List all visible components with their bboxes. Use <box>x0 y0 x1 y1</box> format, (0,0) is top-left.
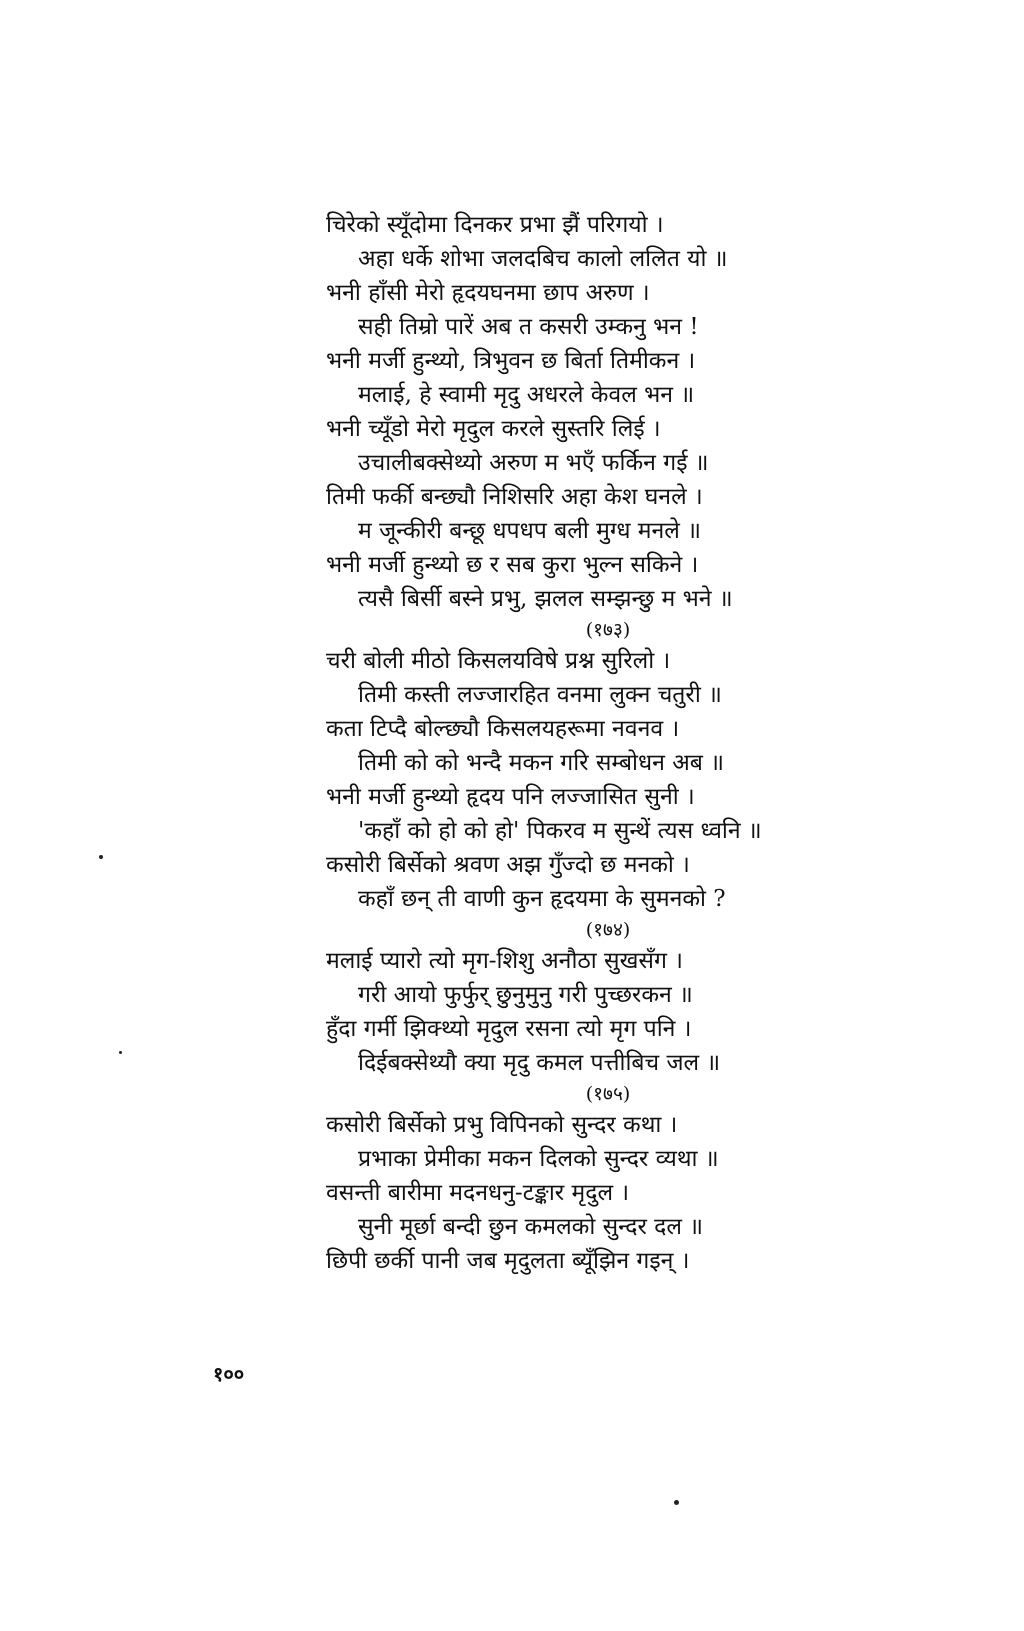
verse-line: कहाँ छन् ती वाणी कुन हृदयमा के सुमनको ? <box>358 886 726 912</box>
verse-line: वसन्ती बारीमा मदनधनु-टङ्कार मृदुल । <box>326 1180 630 1206</box>
stanza-number: (१७३) <box>585 619 631 641</box>
scan-speck <box>674 1500 679 1505</box>
verse-line: भनी मर्जी हुन्थ्यो छ र सब कुरा भुल्न सकिने । <box>326 552 699 578</box>
verse-line: सुनी मूर्छा बन्दी छुन कमलको सुन्दर दल ॥ <box>358 1214 704 1240</box>
verse-line: मलाई प्यारो त्यो मृग-शिशु अनौठा सुखसँग । <box>326 948 683 974</box>
scan-speck <box>99 855 103 859</box>
verse-line: तिमी फर्की बन्छ्यौ निशिसरि अहा केश घनले । <box>326 484 703 510</box>
verse-line: भनी च्यूँडो मेरो मृदुल करले सुस्तरि लिई । <box>326 416 661 442</box>
page-number: १०० <box>213 1362 245 1386</box>
verse-line: 'कहाँ को हो को हो' पिकरव म सुन्थें त्यस ध्वनि ॥ <box>358 818 762 844</box>
verse-line: त्यसै बिर्सी बस्ने प्रभु, झलल सम्झन्छु म भने ॥ <box>358 586 733 612</box>
verse-line: प्रभाका प्रेमीका मकन दिलको सुन्दर व्यथा ॥ <box>358 1146 719 1172</box>
verse-line: छिपी छर्की पानी जब मृदुलता ब्यूँझिन गइन् । <box>326 1248 690 1274</box>
scan-speck <box>119 1051 122 1054</box>
verse-line: भनी हाँसी मेरो हृदयघनमा छाप अरुण । <box>326 280 650 306</box>
verse-line: कसोरी बिर्सेको प्रभु विपिनको सुन्दर कथा । <box>326 1112 678 1138</box>
verse-line: गरी आयो फुर्फुर् छुनुमुनु गरी पुच्छरकन ॥ <box>358 982 693 1008</box>
verse-line: मलाई, हे स्वामी मृदु अधरले केवल भन ॥ <box>358 382 695 408</box>
stanza-number: (१७५) <box>585 1083 631 1105</box>
verse-line: चिरेको स्यूँदोमा दिनकर प्रभा झैं परिगयो । <box>326 212 664 238</box>
stanza-number: (१७४) <box>585 919 631 941</box>
verse-line: तिमी को को भन्दै मकन गरि सम्बोधन अब ॥ <box>358 750 724 776</box>
verse-line: सही तिम्रो पारें अब त कसरी उम्कनु भन ! <box>358 314 699 340</box>
verse-line: म जून्कीरी बन्छू धपधप बली मुग्ध मनले ॥ <box>358 518 701 544</box>
verse-line: तिमी कस्ती लज्जारहित वनमा लुक्न चतुरी ॥ <box>358 682 722 708</box>
verse-line: उचालीबक्सेथ्यो अरुण म भएँ फर्किन गई ॥ <box>358 450 709 476</box>
verse-line: अहा धर्के शोभा जलदबिच कालो ललित यो ॥ <box>358 246 728 272</box>
verse-line: हुँदा गर्मी झिक्थ्यो मृदुल रसना त्यो मृग पनि । <box>326 1016 692 1042</box>
verse-line: कसोरी बिर्सेको श्रवण अझ गुँज्दो छ मनको । <box>326 852 690 878</box>
verse-line: दिईबक्सेथ्यौ क्या मृदु कमल पत्तीबिच जल ॥ <box>358 1050 721 1076</box>
verse-line: चरी बोली मीठो किसलयविषे प्रश्न सुरिलो । <box>326 648 671 674</box>
verse-line: भनी मर्जी हुन्थ्यो, त्रिभुवन छ बिर्ता तिमीकन । <box>326 348 696 374</box>
verse-line: कता टिप्दै बोल्छ्यौ किसलयहरूमा नवनव । <box>326 716 680 742</box>
verse-line: भनी मर्जी हुन्थ्यो हृदय पनि लज्जासित सुनी । <box>326 784 695 810</box>
poem-body <box>326 208 866 1278</box>
